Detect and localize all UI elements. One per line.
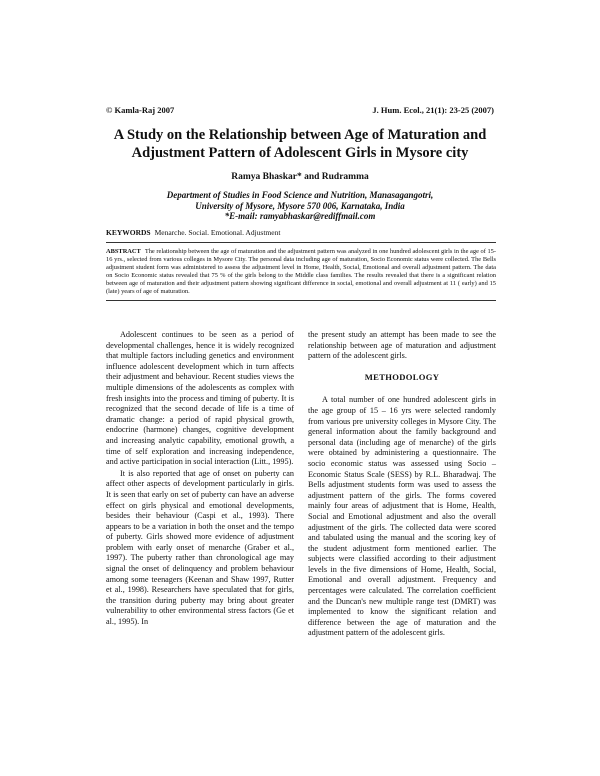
abstract-text: The relationship between the age of maturation and the adjustment pattern was analyzed in one hundred adolescent girls in the age of 15-16 yrs., selected from various colleges in Mysore City. The personal data including age of maturation, Socio Economic status were collected. The Bells adjustment student form was administered to assess the adjustment level in Home, Health, Social, Emotional and overall adjustment pattern. The data on Socio Economic status revealed that 75 % of the girls belong to the Middle class families. The results revealed that there is a significant relation between age of maturation and their adjustment pattern showing significant difference in social, emotional and overall adjustment at 11 ( early) and 15 (late) years of age of maturation. <box>106 248 496 295</box>
abstract-label: ABSTRACT <box>106 248 141 255</box>
methodology-heading: METHODOLOGY <box>364 371 440 382</box>
body-paragraph-continued: the present study an attempt has been made to see the relationship between age of maturation and adjustment pattern of the adolescent girls. <box>308 330 496 361</box>
body-paragraph: Adolescent continues to be seen as a period of developmental challenges, hence it is widely recognized that multiple factors including genetics and environment influence adolescent development which in turn affects their adjustment and behaviour. Recent studies views the multiple dimensions of the adolescents as complex with fresh insights into the process and timing of puberty. It is recognized that the second decade of life is a time of dramatic change: a period of rapid physical growth, endocrine (harmone) changes, cognitive development and increasing analytic capability, emotional growth, a time of self exploration and increasing independence, and active participation in social interaction (Litt., 1995). <box>106 330 294 467</box>
keywords-label: KEYWORDS <box>106 228 151 237</box>
keywords-text: Menarche. Social. Emotional. Adjustment <box>154 228 281 237</box>
running-header <box>106 105 494 117</box>
body-column-left <box>106 330 294 628</box>
keywords <box>106 228 496 237</box>
body-paragraph: It is also reported that age of onset on puberty can affect other aspects of development particularly in girls. It is seen that early on set of puberty can have an adverse effect on girls physical and emotional developments, besides their behaviour (Caspi et al., 1993). There appears to be a variation in both the onset and the tempo of puberty. Girls showed more evidence of adjustment problem with early onset of menarche (Graber et al., 1997). The puberty rather than chronological age may signal the onset of delinquency and problem behaviour among some teenagers (Keenan and Shaw 1997, Rutter et al., 1998). Researchers have speculated that for girls, the transition during puberty may bring about greater vulnerability to other environmental stress factors (Ge et al., 1995). In <box>106 468 294 627</box>
abstract <box>106 248 496 296</box>
copyright-notice: © Kamla-Raj 2007 <box>106 105 175 115</box>
methodology-paragraph: A total number of one hundred adolescent girls in the age group of 15 – 16 yrs were selected randomly from various pre university colleges in Mysore City. The general information about the family background and personal data (including age of menarche) of the girls were obtained by administering a questionnaire. The socio economic status was assessed using Socio – Economic Status Scale (SESS) by R.L. Bharadwaj. The Bells adjustment students form was used to assess the adjustment pattern of the girls. The forms covered mainly four areas of adjustment that is Home, Health, Social and Emotional adjustment and also the overall adjustment of the girls. The collected data were scored and tabulated using the manual and the scoring key of the student adjustment form mentioned earlier. The subjects were classified according to their adjustment levels in the five dimensions of Home, Health, Social, Emotional and overall adjustment. Frequency and percentages were calculated. The correlation coefficient and the Duncan's new multiple range test (DMRT) was implemented to know the significant relation and difference between the age of maturation and the adjustment pattern of the adolescent girls. <box>308 395 496 638</box>
author-list: Ramya Bhaskar* and Rudramma <box>231 172 369 182</box>
abstract-block <box>106 242 496 301</box>
author-affiliation <box>150 190 450 222</box>
author-email: *E-mail: ramyabhaskar@rediffmail.com <box>224 211 376 221</box>
affiliation-line-2: University of Mysore, Mysore 570 006, Karnataka, India <box>195 200 405 211</box>
journal-citation: J. Hum. Ecol., 21(1): 23-25 (2007) <box>372 105 494 115</box>
article-title: A Study on the Relationship between Age of Maturation and Adjustment Pattern of Adolescent Girls in Mysore city <box>113 127 487 161</box>
affiliation-line-1: Department of Studies in Food Science and Nutrition, Manasagangotri, <box>166 190 434 200</box>
body-column-right <box>308 330 496 639</box>
